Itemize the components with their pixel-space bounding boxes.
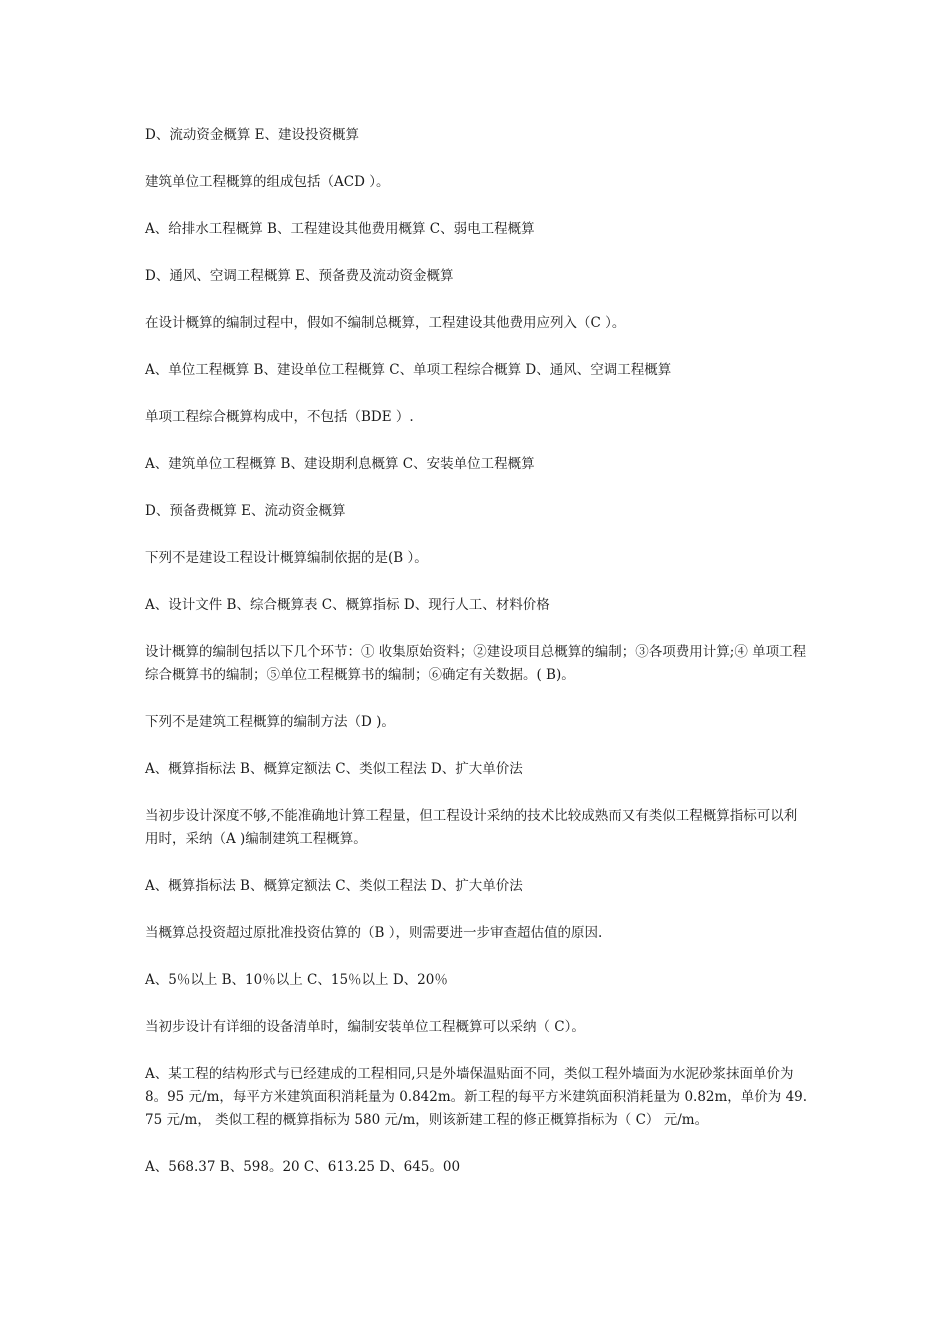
paragraph: 建筑单位工程概算的组成包括（ACD ）。 bbox=[145, 174, 390, 190]
paragraph: 当初步设计有详细的设备清单时，编制安装单位工程概算可以采纳（ C）。 bbox=[145, 1019, 585, 1035]
paragraph: A、建筑单位工程概算 B、建设期利息概算 C、安装单位工程概算 bbox=[145, 456, 535, 472]
paragraph: A、设计文件 B、综合概算表 C、概算指标 D、现行人工、材料价格 bbox=[145, 597, 550, 613]
paragraph: 下列不是建筑工程概算的编制方法（D )。 bbox=[145, 714, 395, 730]
paragraph: A、概算指标法 B、概算定额法 C、类似工程法 D、扩大单价法 bbox=[145, 878, 523, 894]
paragraph: A、单位工程概算 B、建设单位工程概算 C、单项工程综合概算 D、通风、空调工程概算 bbox=[145, 362, 672, 378]
paragraph: 当初步设计深度不够,不能准确地计算工程量，但工程设计采纳的技术比较成熟而又有类似工程概算指标可以利用时，采纳（A )编制建筑工程概算。 bbox=[145, 808, 798, 847]
paragraph: D、预备费概算 E、流动资金概算 bbox=[145, 503, 346, 519]
paragraph: A、概算指标法 B、概算定额法 C、类似工程法 D、扩大单价法 bbox=[145, 761, 523, 777]
paragraph: 在设计概算的编制过程中，假如不编制总概算，工程建设其他费用应列入（C ）。 bbox=[145, 315, 626, 331]
paragraph: A、给排水工程概算 B、工程建设其他费用概算 C、弱电工程概算 bbox=[145, 221, 535, 237]
paragraph: 当概算总投资超过原批准投资估算的（B ），则需要进一步审查超估值的原因. bbox=[145, 925, 603, 941]
paragraph: A、某工程的结构形式与已经建成的工程相同,只是外墙保温贴面不同，类似工程外墙面为水泥砂浆抹面单价为 8。95 元/m，每平方米建筑面积消耗量为 0.842m。新工程的每平方米建筑面积消耗量为 0.82m，单价为 49.75 元/m， 类似工程的概算指标为 580 元/m，则该新建工程的修正概算指标为（ C） 元/m。 bbox=[145, 1066, 808, 1128]
paragraph: A、5％以上 B、10％以上 C、15％以上 D、20％ bbox=[145, 972, 448, 988]
paragraph: 下列不是建设工程设计概算编制依据的是(B ）。 bbox=[145, 550, 428, 566]
paragraph: D、流动资金概算 E、建设投资概算 bbox=[145, 127, 359, 143]
paragraph: 设计概算的编制包括以下几个环节：① 收集原始资料；②建设项目总概算的编制；③各项费用计算;④ 单项工程综合概算书的编制；⑤单位工程概算书的编制；⑥确定有关数据。( B)。 bbox=[145, 644, 807, 683]
paragraph: A、568.37 B、598。20 C、613.25 D、645。00 bbox=[145, 1159, 461, 1175]
paragraph: D、通风、空调工程概算 E、预备费及流动资金概算 bbox=[145, 268, 454, 284]
document-body bbox=[145, 124, 810, 1203]
paragraph: 单项工程综合概算构成中，不包括（BDE ）. bbox=[145, 409, 414, 425]
